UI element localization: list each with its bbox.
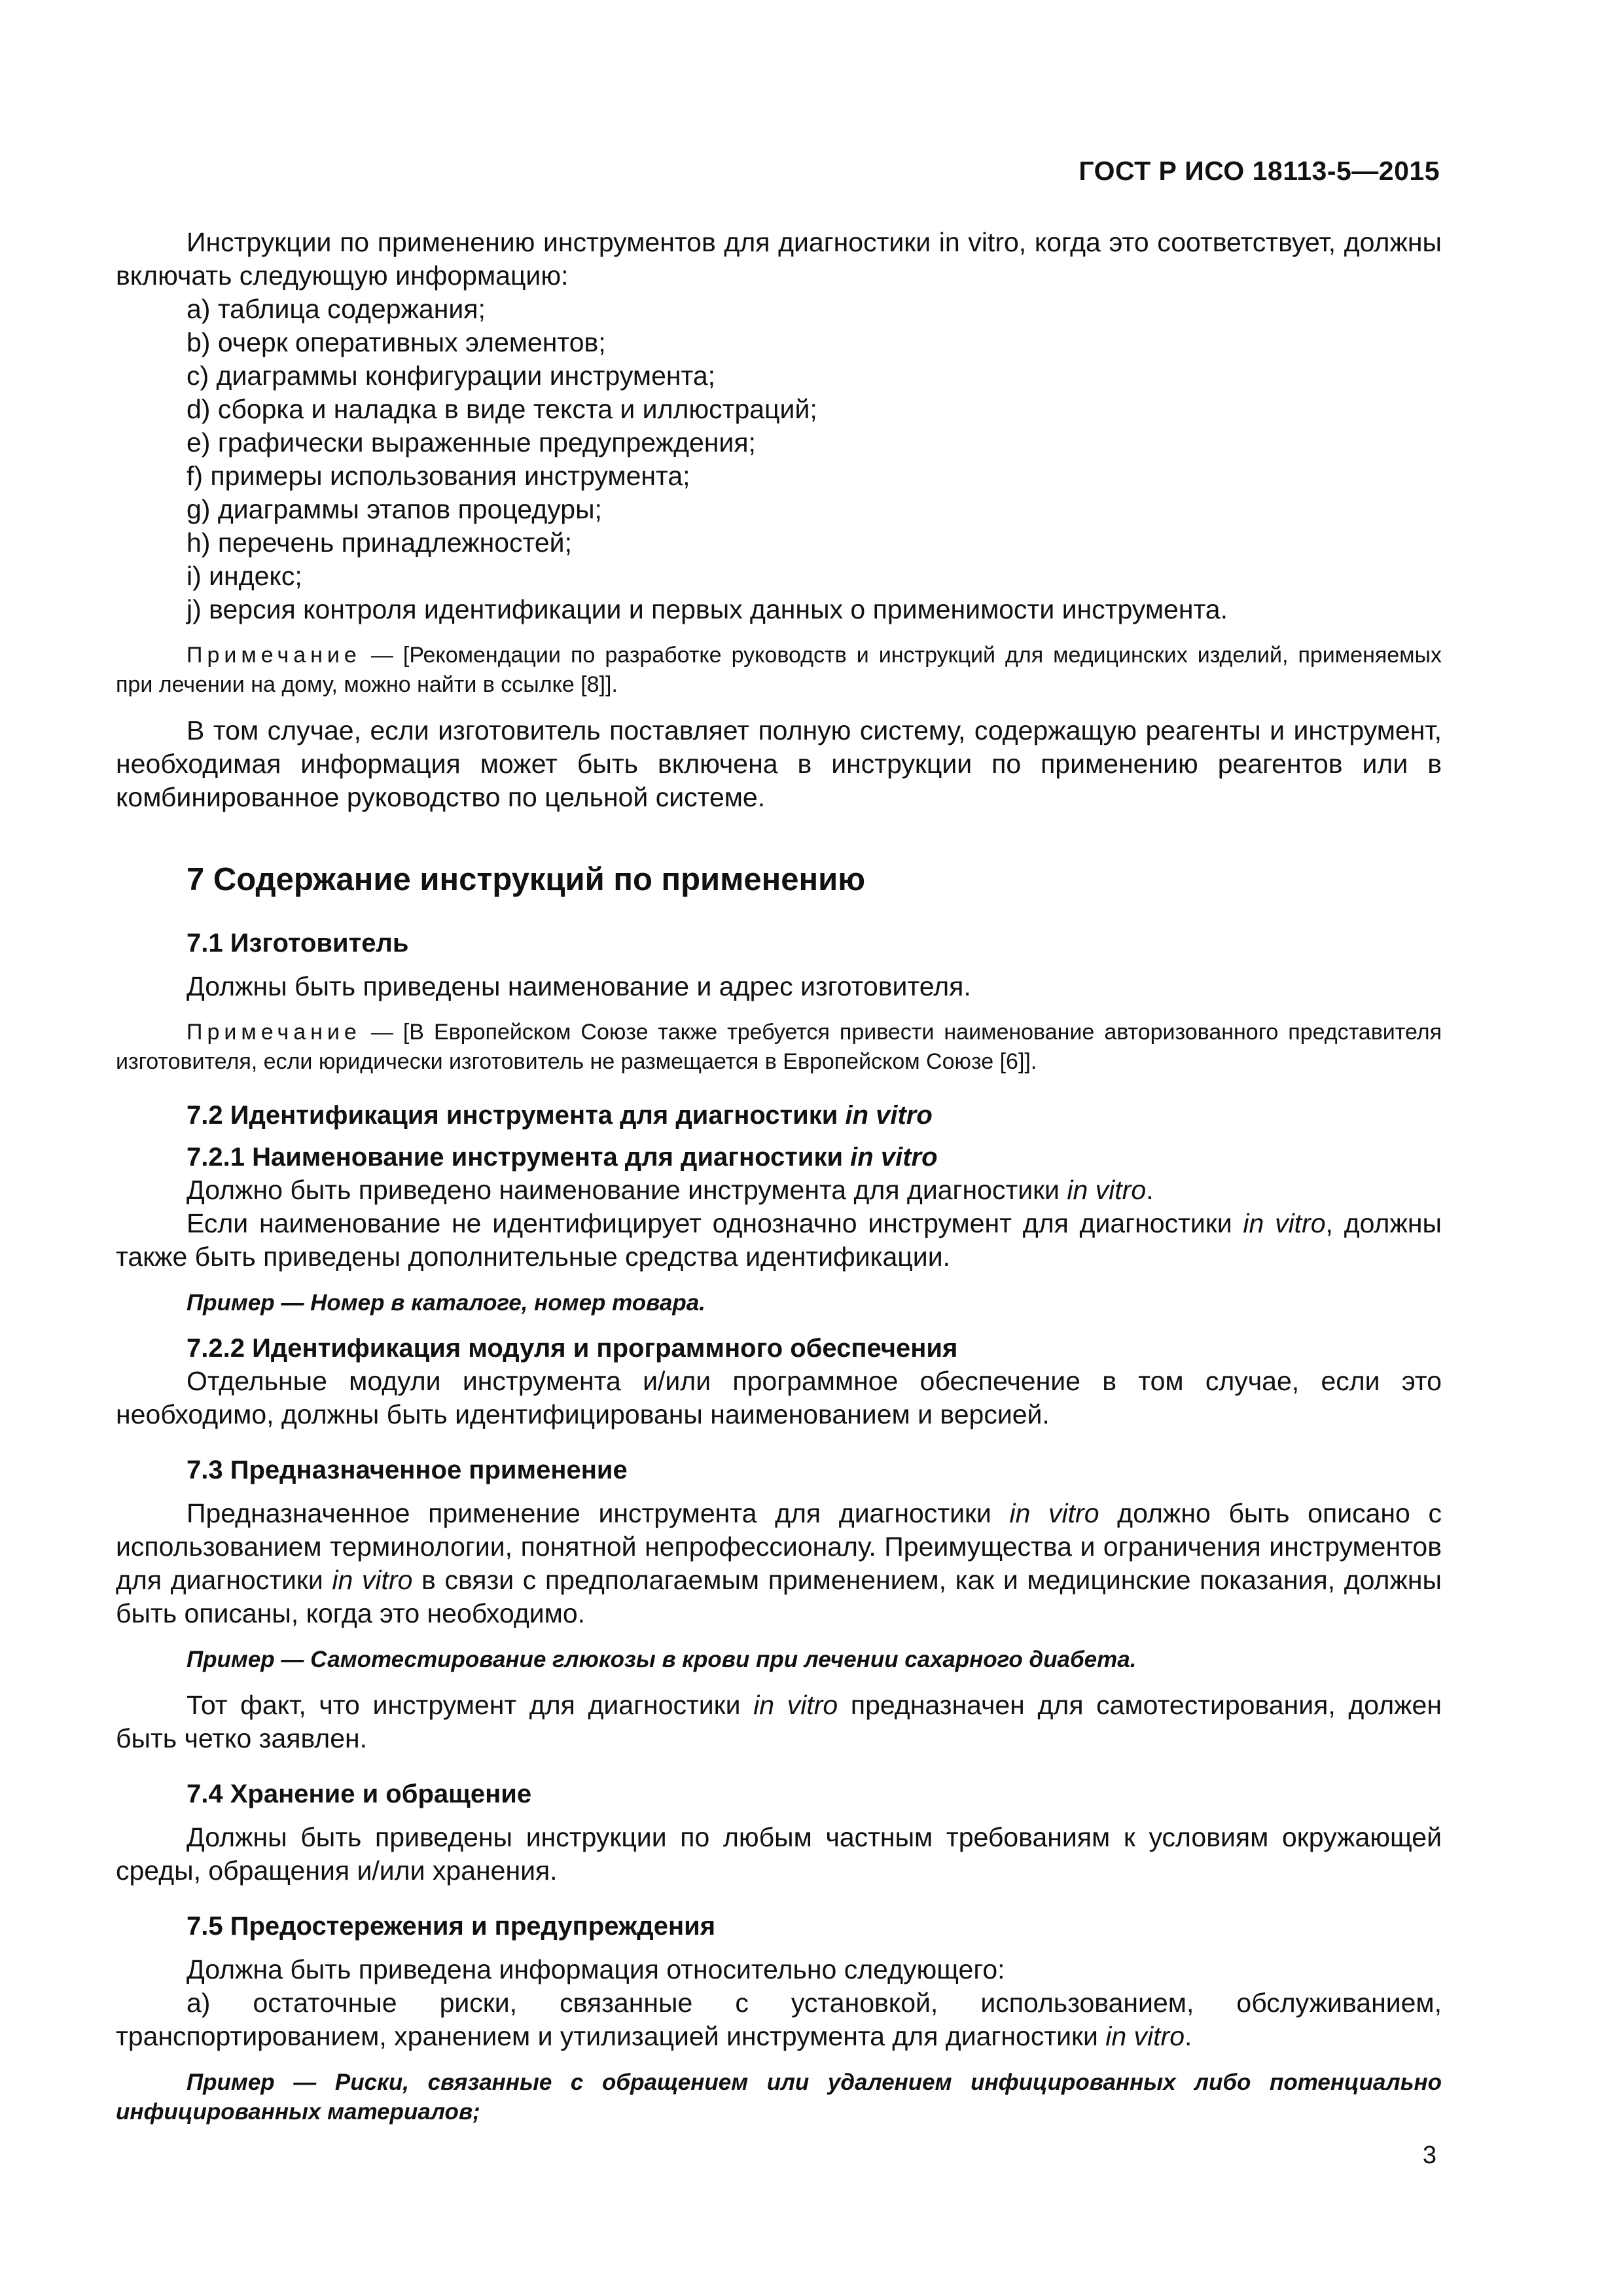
section-7-1-heading: 7.1 Изготовитель — [187, 929, 409, 958]
section-7-3-body-2: Тот факт, что инструмент для диагностики in vitro предназначен для самотестирования, должен быть четко заявлен. — [116, 1690, 1442, 1753]
intro-closing: В том случае, если изготовитель поставляет полную систему, содержащую реагенты и инструмент, необходимая информация может быть включена в инструкции по применению реагентов или в комбинированное руководство по цельной системе. — [116, 715, 1442, 812]
list-item: а) таблица содержания; — [187, 294, 486, 324]
note-paragraph — [116, 1018, 1442, 1077]
note-label: Примечание — [187, 1020, 361, 1045]
section-7-5-body-2: а) остаточные риски, связанные с установкой, использованием, обслуживанием, транспортированием, хранением и утилизацией инструмента для диагностики in vitro. — [116, 1988, 1442, 2051]
section-7-2-2-body: Отдельные модули инструмента и/или программное обеспечение в том случае, если это необходимо, должны быть идентифицированы наименованием и версией. — [116, 1366, 1442, 1429]
example-7-5: Пример — Риски, связанные с обращением или удалением инфицированных либо потенциально инфицированных материалов; — [116, 2070, 1442, 2125]
list-item: b) очерк оперативных элементов; — [187, 327, 606, 357]
note-label: Примечание — [187, 643, 361, 668]
note-text: — [В Европейском Союзе также требуется привести наименование авторизованного представителя изготовителя, если юридически изготовитель не размещается в Европейском Союзе [6]]. — [116, 1020, 1442, 1074]
note-text: — [Рекомендации по разработке руководств и инструкций для медицинских изделий, применяемых при лечении на дому, можно найти в ссылке [8]]. — [116, 643, 1442, 697]
section-7-2-1-body-1: Должно быть приведено наименование инструмента для диагностики in vitro. — [187, 1175, 1154, 1205]
section-7-5-heading: 7.5 Предостережения и предупреждения — [187, 1912, 716, 1941]
section-7-3-heading: 7.3 Предназначенное применение — [187, 1456, 628, 1484]
list-item: e) графически выраженные предупреждения; — [187, 427, 756, 457]
list-item: i) индекс; — [187, 561, 302, 591]
list-item: d) сборка и наладка в виде текста и иллюстраций; — [187, 394, 817, 424]
section-7-4-body: Должны быть приведены инструкции по любым частным требованиям к условиям окружающей среды, обращения и/или хранения. — [116, 1822, 1442, 1886]
page-content — [116, 226, 1442, 2126]
list-item: f) примеры использования инструмента; — [187, 461, 690, 491]
page-number: 3 — [1422, 2142, 1436, 2169]
section-7-1-body: Должны быть приведены наименование и адрес изготовителя. — [187, 971, 971, 1001]
section-7-4-heading: 7.4 Хранение и обращение — [187, 1780, 532, 1808]
section-7-heading: 7 Содержание инструкций по применению — [187, 862, 866, 897]
requirements-list — [116, 293, 1442, 626]
document-header: ГОСТ Р ИСО 18113-5—2015 — [1079, 156, 1440, 186]
section-7-2-2-heading: 7.2.2 Идентификация модуля и программного обеспечения — [187, 1334, 958, 1363]
section-7-2-1-heading: 7.2.1 Наименование инструмента для диагностики in vitro — [187, 1143, 938, 1172]
example-7-3: Пример — Самотестирование глюкозы в крови при лечении сахарного диабета. — [187, 1647, 1137, 1672]
list-item: j) версия контроля идентификации и первых данных о применимости инструмента. — [187, 594, 1228, 624]
example-7-2-1: Пример — Номер в каталоге, номер товара. — [187, 1290, 705, 1316]
list-item: g) диаграммы этапов процедуры; — [187, 494, 602, 524]
section-7-2-1-body-2: Если наименование не идентифицирует однозначно инструмент для диагностики in vitro, должны также быть приведены дополнительные средства идентификации. — [116, 1208, 1442, 1272]
section-7-5-body-1: Должна быть приведена информация относительно следующего: — [187, 1954, 1005, 1984]
section-7-2-heading: 7.2 Идентификация инструмента для диагностики in vitro — [187, 1101, 933, 1130]
list-item: c) диаграммы конфигурации инструмента; — [187, 361, 716, 391]
list-item: h) перечень принадлежностей; — [187, 528, 572, 558]
intro-lead: Инструкции по применению инструментов для диагностики in vitro, когда это соответствует, должны включать следующую информацию: — [116, 227, 1442, 291]
note-paragraph — [116, 641, 1442, 700]
section-7-3-body-1: Предназначенное применение инструмента для диагностики in vitro должно быть описано с использованием терминологии, понятной непрофессионалу. Преимущества и ограничения инструментов для диагностики in vitro в связи с предполагаемым применением, как и медицинские показания, должны быть описаны, когда это необходимо. — [116, 1498, 1442, 1628]
